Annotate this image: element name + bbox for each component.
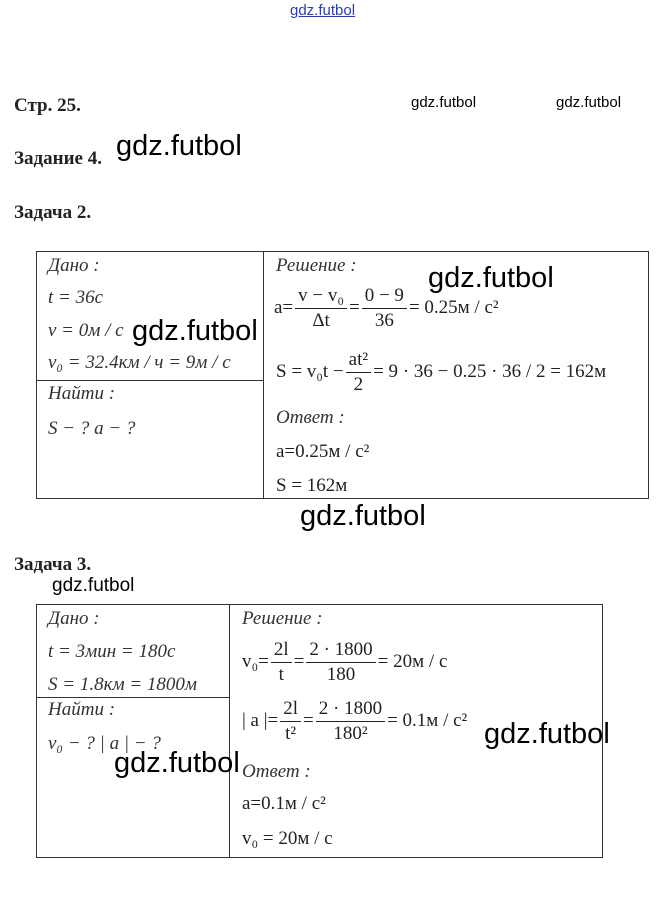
formula-result: = 9 · 36 − 0.25 · 36 / 2 = 162м (373, 360, 607, 382)
problem3-find-header: Найти : (48, 699, 116, 720)
fraction-denominator: 2 (353, 374, 364, 395)
problem3-given-item: S = 1.8км = 1800м (48, 674, 198, 695)
fraction-numerator: at² (346, 348, 371, 373)
watermark: gdz.futbol (428, 262, 554, 294)
fraction (346, 348, 371, 397)
watermark: gdz.futbol (132, 315, 258, 347)
fraction-numerator: v − v₀ (295, 284, 347, 309)
watermark: gdz.futbol (484, 718, 610, 750)
fraction (316, 697, 385, 746)
fraction-numerator: 2 · 1800 (306, 638, 375, 663)
watermark: gdz.futbol (300, 500, 426, 532)
formula-lhs: a= (274, 296, 294, 318)
formula-result: = 0.1м / c² (387, 709, 468, 731)
watermark: gdz.futbol (116, 130, 242, 162)
fraction (280, 697, 301, 746)
equals-sign: = (303, 709, 314, 731)
problem3-answer-header: Ответ : (242, 761, 311, 782)
problem3-given-header: Дано : (48, 608, 100, 629)
problem2-given-item: v = 0м / c (48, 320, 124, 341)
fraction-denominator: 36 (374, 310, 394, 331)
problem2-row-divider (36, 380, 264, 381)
task-label: Задание 4. (14, 148, 102, 169)
fraction-denominator: 180² (333, 723, 368, 744)
fraction (306, 638, 375, 687)
problem2-column-divider (263, 251, 264, 498)
watermark: gdz.futbol (411, 94, 477, 111)
watermark: gdz.futbol (52, 575, 135, 596)
problem3-velocity-formula (242, 638, 447, 687)
problem2-find: S − ? a − ? (48, 418, 136, 439)
formula-result: = 0.25м / c² (408, 296, 499, 318)
problem2-find-header: Найти : (48, 383, 116, 404)
equals-sign: = (293, 650, 305, 672)
problem2-distance-formula (276, 348, 606, 397)
fraction-numerator: 2l (271, 638, 292, 663)
watermark: gdz.futbol (114, 747, 240, 779)
problem2-title: Задача 2. (14, 202, 92, 223)
problem2-solution-header: Решение : (276, 255, 357, 276)
watermark: gdz.futbol (556, 94, 622, 111)
equals-sign: = (349, 296, 360, 318)
watermark-top-link[interactable]: gdz.futbol (290, 2, 356, 19)
problem3-find: v₀ − ? | a | − ? (48, 733, 161, 754)
problem3-answer-item: a=0.1м / c² (242, 793, 326, 814)
fraction-numerator: 2 · 1800 (316, 697, 385, 722)
fraction-denominator: t (278, 664, 284, 685)
fraction (295, 284, 347, 333)
problem2-answer-item: S = 162м (276, 475, 348, 496)
problem2-given-header: Дано : (48, 255, 100, 276)
formula-lhs: S = v₀t − (276, 360, 344, 382)
fraction-numerator: 2l (280, 697, 301, 722)
fraction-denominator: 180 (326, 664, 356, 685)
page-label: Стр. 25. (14, 95, 81, 116)
fraction-numerator: 0 − 9 (362, 284, 407, 309)
formula-lhs: | a |= (242, 709, 279, 731)
problem3-title: Задача 3. (14, 554, 92, 575)
problem2-given-item: t = 36c (48, 287, 104, 308)
problem3-row-divider (36, 697, 230, 698)
problem3-acceleration-formula (242, 697, 467, 746)
fraction-denominator: Δt (312, 310, 330, 331)
problem3-answer-item: v₀ = 20м / c (242, 828, 333, 849)
problem2-answer-header: Ответ : (276, 407, 345, 428)
fraction (362, 284, 407, 333)
problem3-solution-header: Решение : (242, 608, 323, 629)
problem3-column-divider (229, 604, 230, 857)
fraction (271, 638, 292, 687)
fraction-denominator: t² (285, 723, 297, 744)
problem2-answer-item: a=0.25м / c² (276, 441, 370, 462)
formula-lhs: v₀= (242, 650, 269, 672)
problem2-given-item: v₀ = 32.4км / ч = 9м / c (48, 352, 231, 373)
formula-result: = 20м / c (377, 650, 448, 672)
problem3-given-item: t = 3мин = 180c (48, 641, 176, 662)
